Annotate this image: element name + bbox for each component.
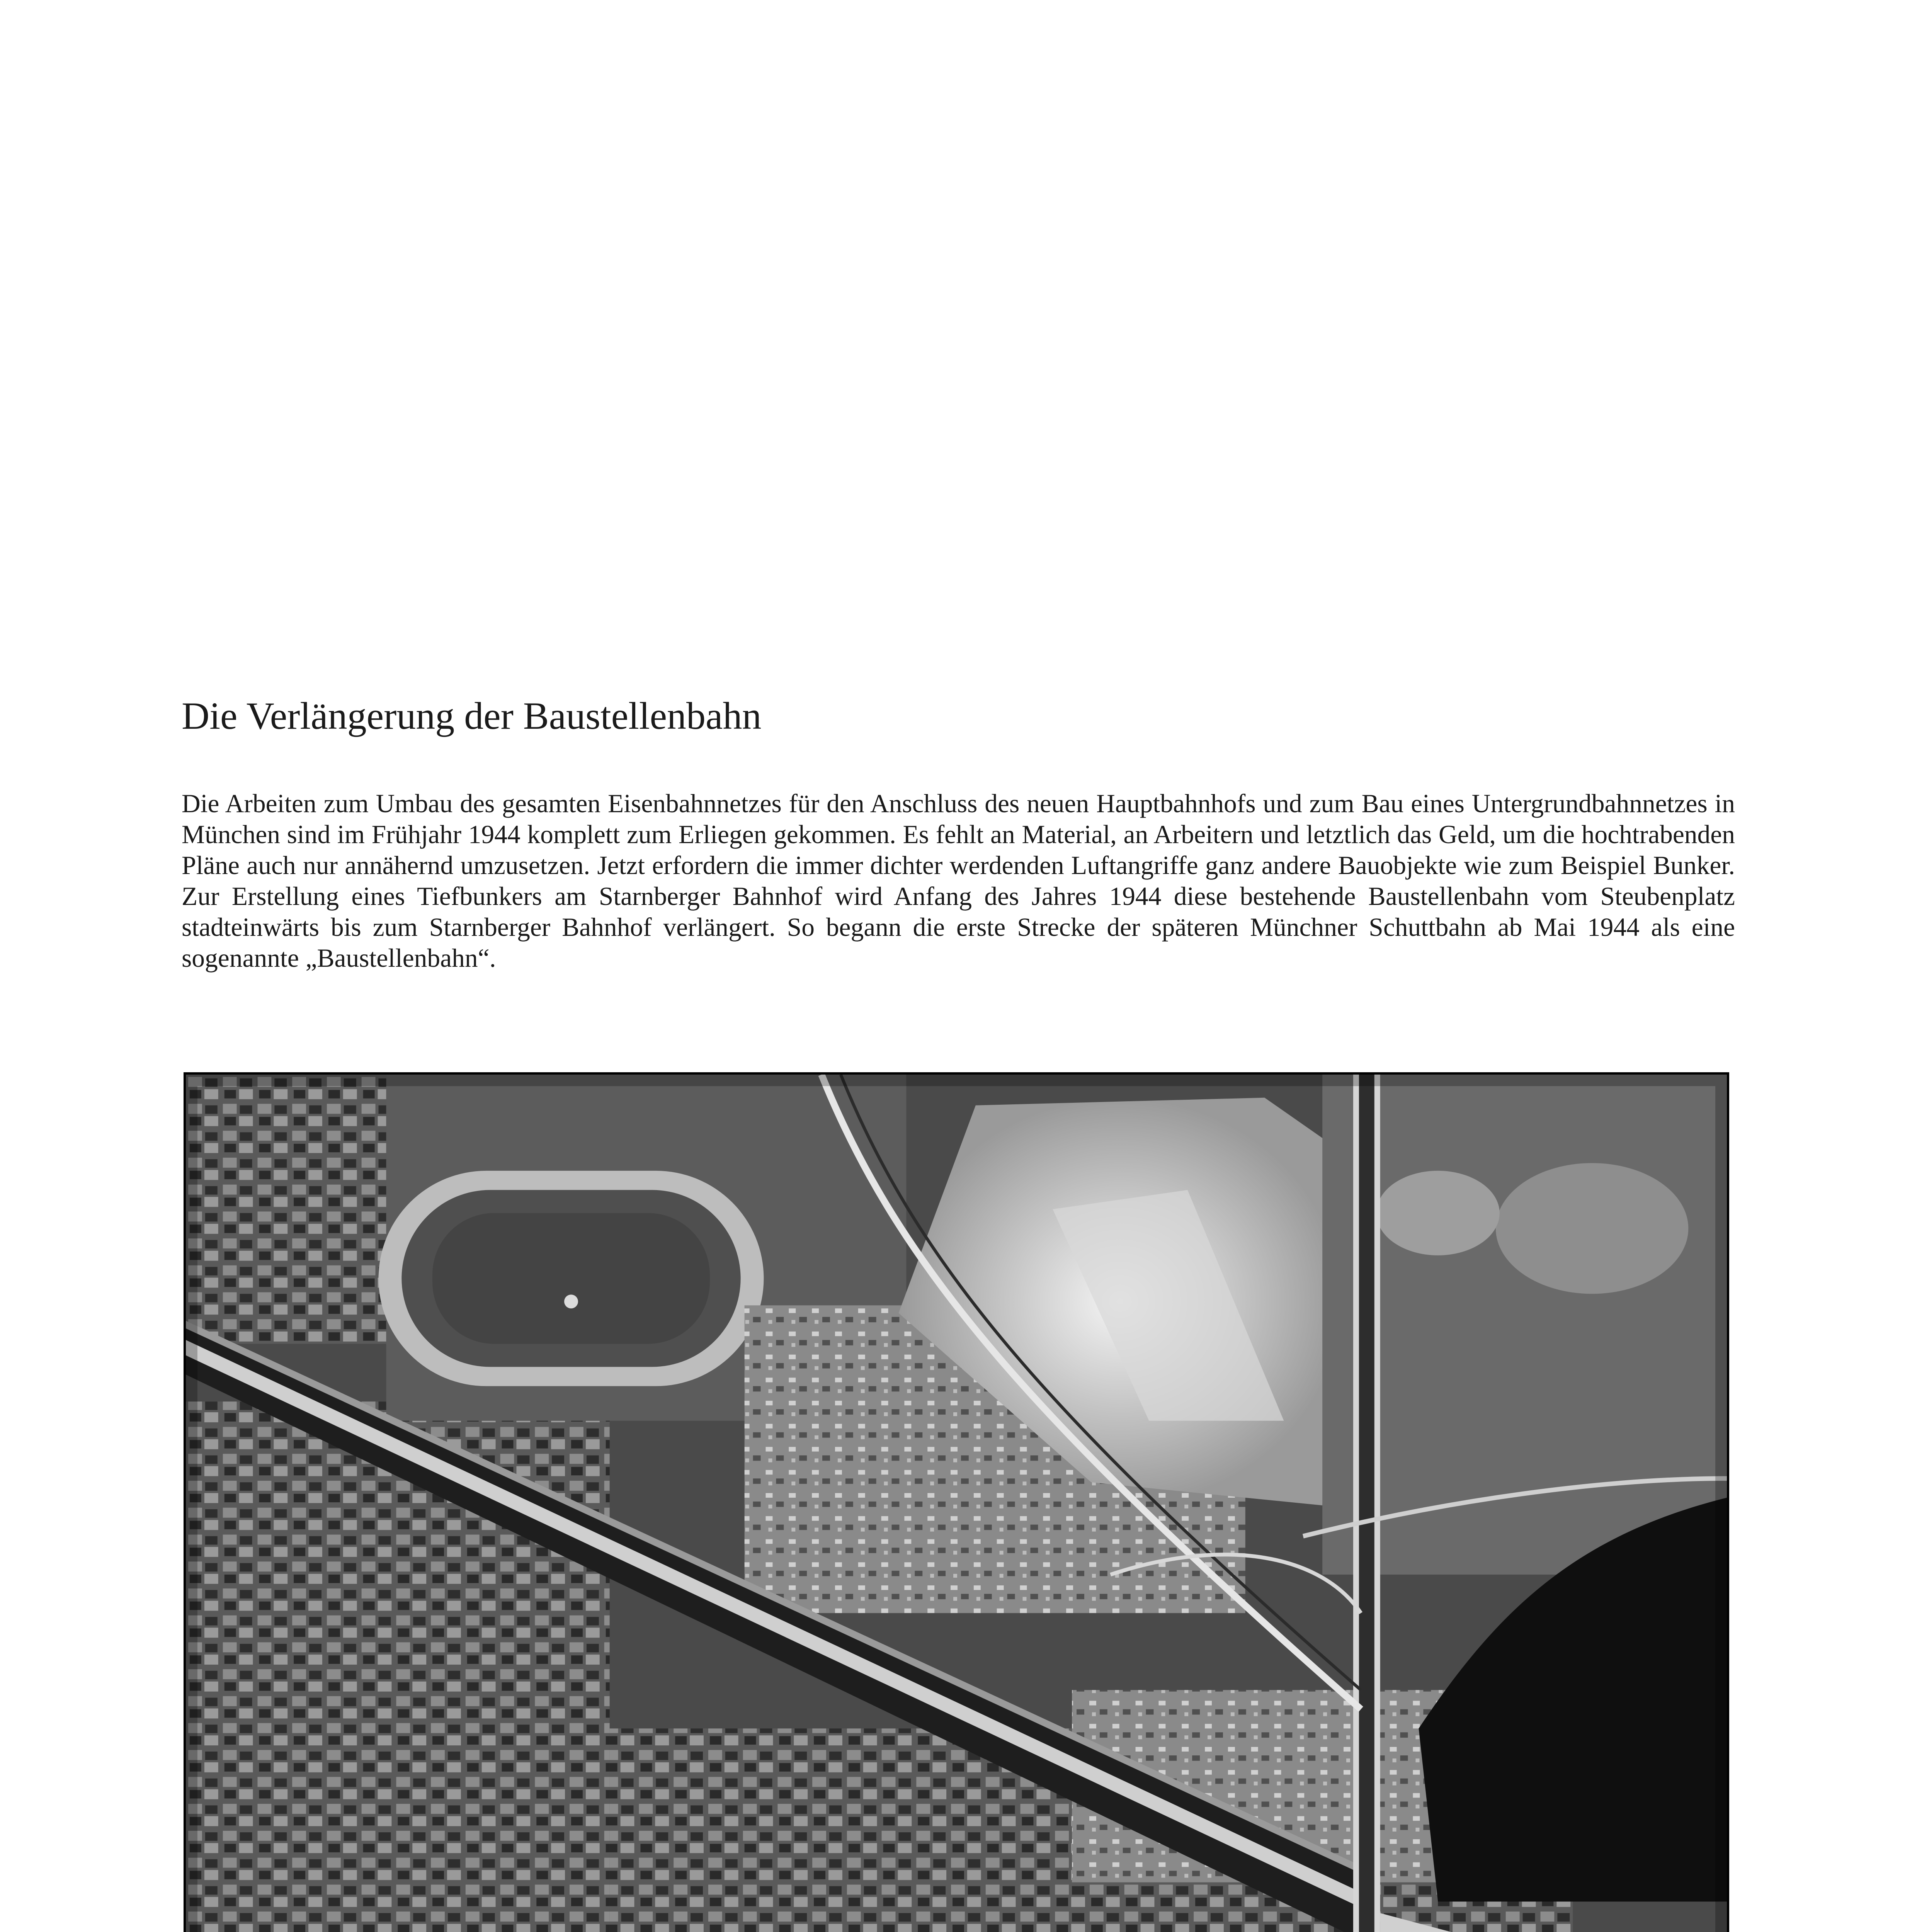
aerial-photo-image [186, 1075, 1727, 1932]
intro-paragraph: Die Arbeiten zum Umbau des gesamten Eisenbahnnetzes für den Anschluss des neuen Hauptbahnhofs und zum Bau eines Untergrundbahnnetzes in München sind im Frühjahr 1944 komplett zum Erliegen gekommen. Es fehlt an Material, an Arbeitern und letztlich das Geld, um die hochtrabenden Pläne auch nur annähernd umzusetzen. Jetzt erfordern die immer dichter werdenden Luftangriffe ganz andere Bauobjekte wie zum Beispiel Bunker. Zur Erstellung eines Tiefbunkers am Starnberger Bahnhof wird Anfang des Jahres 1944 diese bestehende Baustellenbahn vom Steubenplatz stadteinwärts bis zum Starnberger Bahnhof verlängert. So begann die erste Strecke der späteren Münchner Schuttbahn ab Mai 1944 als eine sogenannte „Baustellenbahn“. [182, 789, 1735, 973]
section-heading: Die Verlängerung der Baustellenbahn [182, 694, 762, 737]
aerial-photograph [184, 1072, 1729, 1932]
